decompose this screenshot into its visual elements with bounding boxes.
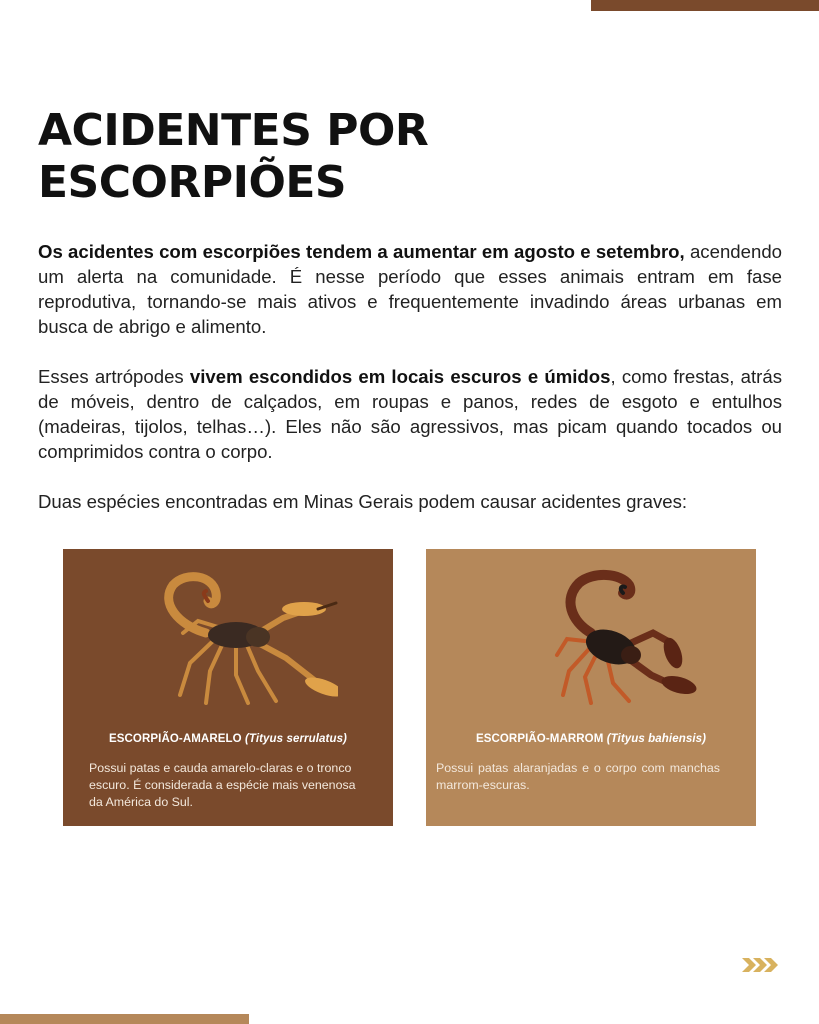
intro-paragraph-2-text: , como frestas, atrás de móveis, dentro de calçados, em roupas e panos, redes de esgoto e entulhos (madeiras, tijolos, telhas…). Eles não são agressivos, mas picam quando tocados ou comprimidos contra o corpo. (38, 366, 782, 462)
species-common-name: ESCORPIÃO-MARROM (475, 733, 607, 745)
intro-paragraph-3: Duas espécies encontradas em Minas Gerais podem causar acidentes graves: (38, 491, 688, 512)
brown-scorpion-photo (481, 563, 701, 713)
species-card-brown-scorpion (426, 549, 756, 826)
species-common-name: ESCORPIÃO-AMARELO (108, 733, 245, 745)
species-card-yellow-scorpion (63, 549, 393, 826)
intro-paragraph-2-start: Esses artrópodes (38, 366, 190, 387)
page-title: ACIDENTES POR ESCORPIÕES (38, 105, 429, 208)
bottom-accent-bar (0, 1014, 249, 1024)
yellow-scorpion-photo (118, 563, 338, 713)
species-scientific-name: (Tityus bahiensis) (606, 733, 707, 745)
species-scientific-name: (Tityus serrulatus) (244, 733, 347, 745)
intro-paragraph-2-bold: vivem escondidos em locais escuros e úmidos (189, 366, 611, 387)
species-description: Possui patas alaranjadas e o corpo com manchas marrom-escuras. (436, 761, 720, 792)
species-title (426, 733, 756, 745)
intro-paragraph-2 (38, 364, 782, 464)
intro-paragraph-1-text: acendendo um alerta na comunidade. É nesse período que esses animais entram em fase reprodutiva, tornando-se mais ativos e frequentemente invadindo áreas urbanas em busca de abrigo e alimento. (38, 241, 782, 337)
species-description: Possui patas e cauda amarelo-claras e o tronco escuro. É considerada a espécie mais venenosa da América do Sul. (89, 761, 356, 809)
top-accent-bar (591, 0, 819, 11)
intro-paragraph-1 (38, 239, 782, 339)
triple-chevron-right-icon[interactable] (742, 956, 782, 974)
intro-paragraph-1-bold: Os acidentes com escorpiões tendem a aumentar em agosto e setembro, (38, 241, 685, 262)
species-title (63, 733, 393, 745)
